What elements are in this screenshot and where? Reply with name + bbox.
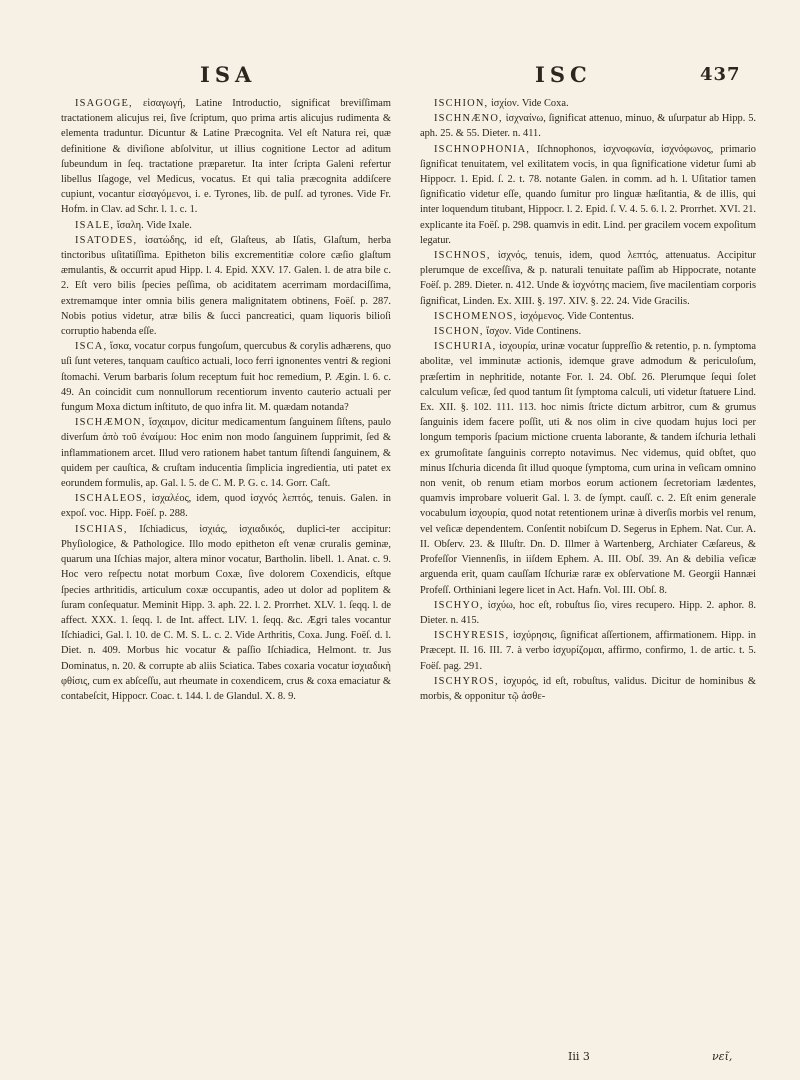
entry-ischnophonia bbox=[420, 142, 756, 248]
entry-isale bbox=[61, 218, 391, 233]
entry-headword: ISCHYROS, bbox=[434, 675, 499, 687]
entry-headword: ISCHNOS, bbox=[434, 250, 491, 262]
entry-headword: ISCHION, bbox=[434, 98, 489, 109]
entry-ischnos bbox=[420, 248, 756, 309]
entry-ischyo bbox=[420, 598, 756, 628]
entry-isagoge bbox=[61, 96, 391, 218]
entry-text: ἰσχναίνω, ſignificat attenuo, minuo, & uſurpatur ab Hipp. 5. aph. 25. & 55. Dieter. n. 411. bbox=[420, 113, 756, 140]
entry-headword: ISCHÆMON, bbox=[75, 417, 146, 429]
entry-text: ἰσχόμενος. Vide Contentus. bbox=[517, 310, 634, 322]
entry-text: ἰσχίον. Vide Coxa. bbox=[488, 98, 569, 109]
entry-headword: ISCHOMENOS, bbox=[434, 310, 518, 322]
entry-ischyresis bbox=[420, 628, 756, 674]
entry-ischon bbox=[420, 324, 756, 339]
entry-text: ἰσχνός, tenuis, idem, quod λεπτός, attenuatus. Accipitur plerumque de exceſſiva, & p. naturali tenuitate paſſim ab Hippocrate, notante Foëſ. p. 289. Dieter. n. 412. Unde & ἰσχνότης maciem, ſive macilentiam corporis ſignificat, Linden. Ex. XIII. §. 197. XIV. §. 22. 24. Vide Gracilis. bbox=[420, 250, 756, 307]
left-column bbox=[61, 96, 391, 1056]
entry-text: ἰσχύω, hoc eſt, robuſtus ſio, vires recupero. Hipp. 2. aphor. 8. Dieter. n. 415. bbox=[420, 599, 756, 626]
entry-text: Iſchiadicus, ἰσχιάς, ἰσχιαδικός, duplici-ter accipitur: Phyſiologice, & Pathologice. Illo modo epitheton eſt venæ cruralis geminæ, quarum una Iſchias major, altera minor vocatur, Bartholin. libell. 1. Anat. c. 9. Hoc vero reſpectu notat morbum Coxæ, ſive dolorem Coxendicis, eſtque ſpecies arthritidis, articulum coxæ occupantis, adeo ut dolor ad poplitem & ſuram conſequatur. Meminit Hipp. 3. aph. 22. l. 2. Prorrhet. XLV. 1. ſeqq. l. de affect. XXX. 1. ſeqq. l. de Int. affect. LIV. 1. ſeqq. &c. Ægri tales vocantur Iſchiadici, Gal. l. 10. de C. M. S. L. c. 2. Vide Arthritis, Coxa. Jung. Foëſ. d. l. Diet. n. 409. Morbus hic vocatur & paſſio Iſchiadica, Helmont. tr. Jus Dominatus, n. 20. & corrupte ab aliis Sciatica. Tabes coxaria vocatur ἰσχιαδικὴ φθίσις, cum ex abſceſſu, aut rheumate in coxendicem, crus & coxa emaciatur & contabeſcit, Hippocr. Coac. t. 144. l. de Glandul. X. 8. 9. bbox=[61, 523, 391, 702]
entry-text: ἰσχαλέος, idem, quod ἰσχνός λεπτός, tenuis. Galen. in expoſ. voc. Hipp. Foëſ. p. 288. bbox=[61, 493, 391, 520]
entry-text: ἴσχαιμον, dicitur medicamentum ſanguinem ſiſtens, paulo diverſum ἀπὸ τοῦ ἐναίμου: Hoc enim non modo ſanguinem ſupprimit, ſed & inflammationem arcet. Illud vero rationem habet tantum ſiſtendi ſanguinem, & quidem per cauſtica, & cruſtam inducentia ſimplicia ingredientia, uti patet ex eorundem formulis, ap. Gal. l. 5. de C. M. P. G. c. 14. Gorr. Caſt. bbox=[61, 417, 391, 490]
entry-text: ἴσχον. Vide Continens. bbox=[483, 326, 582, 338]
entry-headword: ISATODES, bbox=[75, 234, 138, 246]
entry-headword: ISCHNÆNO, bbox=[434, 113, 503, 125]
entry-headword: ISCHYRESIS, bbox=[434, 630, 510, 642]
entry-text: Iſchnophonos, ἰσχνοφωνία, ἰσχνόφωνος, primario ſignificat tenuitatem, vel exilitatem vocis, in qua ſignificatione videtur ſumi ab Hippocr. 1. Epid. ſ. 2. t. 78. notante Galen. in comm. ad h. l. Uſitatior tamen ſignificatio videtur eſſe, quando ſumitur pro linguæ hæſitantia, & de illis, qui inter loquendum titubant, Hippocr. l. 2. Epid. ſ. V. 4. 5. 6. l. 2. Prorrhet. XVI. 21. explicante ita Foëſ. p. 298. quamvis in edit. Lind. per gracilem vocem expoſitum legatur. bbox=[420, 143, 756, 246]
entry-ischomenos bbox=[420, 309, 756, 324]
entry-headword: ISCHYO, bbox=[434, 599, 484, 611]
signature-mark: Iii 3 bbox=[568, 1050, 590, 1063]
catchword: νεῖ, bbox=[712, 1050, 733, 1063]
entry-ischyros bbox=[420, 674, 756, 704]
right-column bbox=[420, 96, 756, 1056]
running-head-right: ISC bbox=[535, 62, 592, 87]
entry-ischaleos bbox=[61, 491, 391, 521]
running-head bbox=[0, 62, 800, 90]
entry-ischias bbox=[61, 522, 391, 704]
entry-headword: ISAGOGE, bbox=[75, 98, 133, 109]
page-number: 437 bbox=[700, 64, 741, 85]
entry-headword: ISALE, bbox=[75, 219, 115, 231]
entry-text: ἰσατώδης, id eſt, Glaſteus, ab Iſatis, Glaſtum, herba tinctoribus uſitatiſſima. Epitheton bilis excrementitiæ colore cæſio glaſtum æmulantis, & occurrit apud Hipp. l. 4. Epid. XXV. 17. Galen. l. de atra bile c. 2. Eſt vero bilis ſpecies peſſima, ob aciditatem acerrimam mordaciſſima, extremamque inter omnia bilis genera malignitatem obtinens, Foëſ. p. 287. Nobis potius videtur, atræ bilis & ſucci pancreatici, quam liquoris bilioſi corruptio habenda eſſe. bbox=[61, 234, 391, 338]
entry-text: ἰσχυρός, id eſt, robuſtus, validus. Dicitur de hominibus & morbis, & opponitur τῷ ἀσθε- bbox=[420, 675, 756, 702]
entry-headword: ISCA, bbox=[75, 341, 108, 353]
entry-headword: ISCHON, bbox=[434, 326, 484, 338]
entry-text: ἰσχουρία, urinæ vocatur ſuppreſſio & retentio, p. n. ſymptoma abolitæ, vel imminutæ actionis, idemque grave admodum & periculoſum, præſertim in nephritide, notante For. l. 24. Obſ. 26. Plerumque ſequi ſolet calculum veſicæ, ſed quod tantum ſit ſymptoma calculi, uti videtur ſtatuere Lind. Ex. XII. §. 102. 111. 113. hoc nimis ſtricte dictum arbitror, cum & grumus ſanguinis idem facere poſſit, uti & nos olim in cive quodam hujus loci per longum temporis ſpacium mictione cruenta laborante, & tandem iſchuria lethali ex grumoſitate ſanguinis correpto notavimus. Nec videmus, quid obſtet, quo minus Iſchuria dicenda ſit illud quoque ſymptoma, cum urina in veſicam omnino non venit, ob renum etiam morbos eorum actionem ſecretoriam lædentes, quamvis improbare voluerit Gal. l. 3. de ſympt. cauſſ. c. 2. Eſt enim generale vocabulum ἰσχουρία, quod notat retentionem urinæ à diverſis morbis vel renum, vel veſicæ dependentem. Conſentit nobiſcum D. Segerus in Ephem. Nat. Cur. A. II. Obſerv. 23. & Illuſtr. Dn. D. Illmer à Wartenberg, Archiater Cæſareus, & Profeſſor Viennenſis, in iiſdem Ephem. A. III. Obſ. 39. An & debilia veſicæ arguenda erit, quam cauſſam Iſchuriæ raræ ex obſervatione M. Georgii Hannæi Profeſſ. Orthiniani legere licet in Act. Hafn. Vol. III. Obſ. 8. bbox=[420, 341, 756, 596]
entry-ischuria bbox=[420, 339, 756, 597]
entry-ischaemon bbox=[61, 415, 391, 491]
entry-isatodes bbox=[61, 233, 391, 339]
entry-headword: ISCHURIA, bbox=[434, 341, 497, 353]
entry-headword: ISCHIAS, bbox=[75, 523, 128, 535]
entry-text: ἴσκα, vocatur corpus fungoſum, quercubus & corylis adhærens, quo uſi ſunt veteres, tanquam cauſtico actuali, loco ferri ignonentes ventri & regioni ſtomachi. Verum barbaris ſolum receptum fuit hoc remedium, P. Ægin. l. 6. c. 49. An coincidit cum nonnullorum recentiorum invento cauterio actuali per fungum Moxa dictum inſtituto, de quo infra lit. M. quædam notanda? bbox=[61, 341, 391, 414]
entry-ischion bbox=[420, 96, 756, 111]
entry-headword: ISCHALEOS, bbox=[75, 493, 147, 505]
entry-headword: ISCHNOPHONIA, bbox=[434, 143, 531, 155]
entry-ischnaeno bbox=[420, 111, 756, 141]
entry-text: ἰσχύρησις, ſignificat aſſertionem, affirmationem. Hipp. in Præcept. II. 16. III. 7. à verbo ἰσχυρίζομαι, affirmo, confirmo, 1. de artic. t. 5. Foëſ. pag. 291. bbox=[420, 630, 756, 672]
entry-text: εἰσαγωγή, Latine Introductio, significat breviſſimam tractationem alicujus rei, ſive ſcriptum, quo prima artis alicujus rudimenta & elementa traduntur. Dicuntur & Latine Præcognita. Vel eſt Natura rei, quæ definitione & diviſione abſolvitur, ut illius cognitione Lector ad aditum ſubeundum in ſeq. tractatione præparetur. Ita inter ſcripta Galeni refertur libellus Iſagoge, vel Medicus, vocatus. Et qui talia præcognita addiſcere cupiunt, vocantur εἰσαγόμενοι, i. e. Tyrones, lib. de pulſ. ad tyrones. Vide Fr. Hofm. in Clav. ad Schr. l. 1. c. 1. bbox=[61, 98, 391, 216]
entry-text: ἴσαλη. Vide Ixale. bbox=[114, 219, 192, 231]
running-head-left: ISA bbox=[200, 62, 257, 87]
entry-isca bbox=[61, 339, 391, 415]
